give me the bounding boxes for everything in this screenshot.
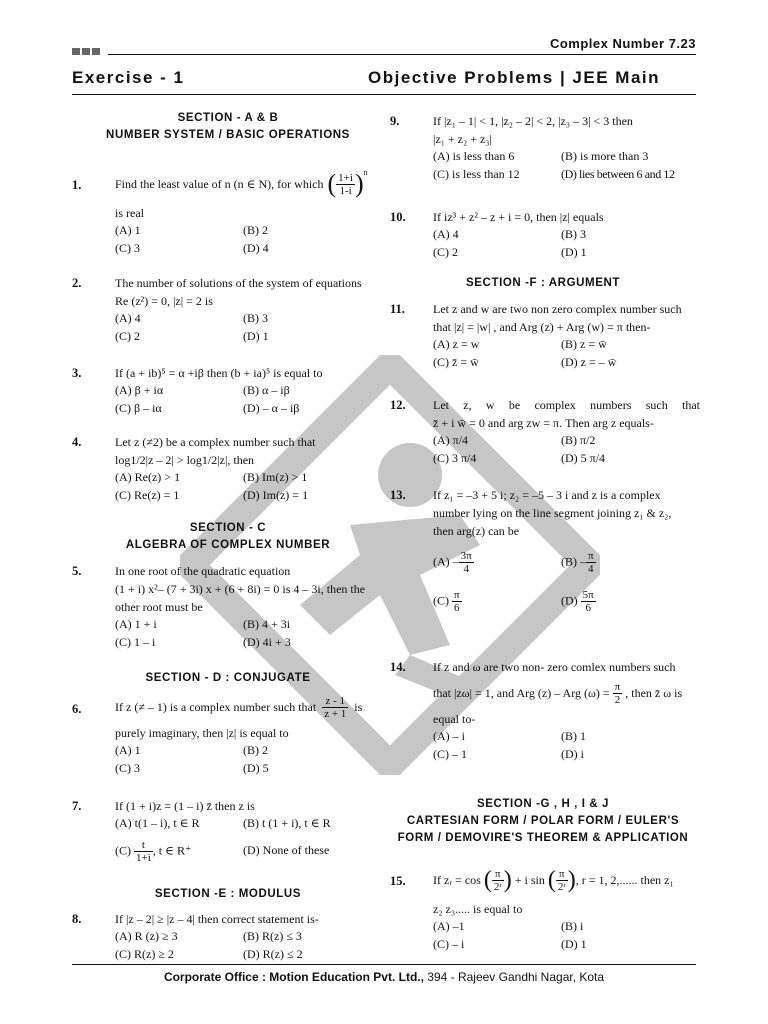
question-13-options: [433, 550, 700, 614]
question-5-line3: other root must be: [115, 600, 203, 614]
question-15-options: [433, 918, 700, 953]
question-10-number: 10.: [390, 210, 406, 224]
option-c: (C) – i: [433, 936, 465, 951]
question-11-options: [433, 336, 700, 371]
option-b: (B) π/2: [561, 433, 596, 447]
option-b: (B) is more than 3: [561, 149, 649, 163]
question-6-is: is: [354, 700, 363, 714]
question-5-line2: (1 + i) x²– (7 + 3i) x + (6 + 8i) = 0 is 4 – 3i, then the: [115, 582, 366, 596]
option-d: (D) 5 π/4: [561, 450, 606, 465]
option-a: (A) –1: [433, 919, 465, 933]
option-b: (B) R(z) ≤ 3: [243, 929, 302, 943]
option-a: (A) is less than 6: [433, 149, 515, 163]
question-9-line2: |z₁ + z₂ + z₃|: [433, 132, 492, 146]
option-d: (D) lies between 6 and 12: [561, 166, 675, 181]
question-9-options: [433, 148, 700, 183]
question-8-line1: If |z – 2| ≥ |z – 4| then correct statement is-: [115, 912, 319, 926]
option-d: (D) R(z) ≤ 2: [243, 946, 303, 961]
section-c-line1: SECTION - C: [189, 522, 267, 534]
question-7: [72, 797, 382, 864]
option-a: (A) π/4: [433, 433, 469, 447]
question-13: [390, 486, 700, 614]
option-d: (D) None of these: [243, 843, 330, 858]
question-2: [72, 274, 382, 345]
option-b: (B) 1: [561, 729, 586, 743]
option-c: (C) 3: [115, 240, 140, 255]
option-d: (D) i: [561, 746, 584, 761]
option-c: (C) $\frac{t}{1+i}$ , t ∈ R⁺: [115, 838, 192, 864]
question-5-line1: In one root of the quadratic equation: [115, 564, 291, 578]
option-d: (D) 5: [243, 760, 269, 775]
option-d: (D) 1: [561, 936, 587, 951]
question-8: [72, 910, 382, 963]
option-a: (A) R (z) ≥ 3: [115, 929, 178, 943]
question-5-options: [115, 616, 387, 651]
question-13-line3: then arg(z) can be: [433, 524, 520, 538]
option-c: (C) Re(z) = 1: [115, 487, 180, 502]
question-11-number: 11.: [390, 302, 405, 316]
option-a: (A) β + iα: [115, 383, 164, 397]
question-12-line1: Let z, w be complex numbers such that: [433, 398, 700, 412]
option-c: (C) 2: [433, 244, 458, 259]
section-gij-line2: CARTESIAN FORM / POLAR FORM / EULER'S: [406, 815, 680, 827]
question-14-line3: equal to-: [433, 712, 476, 726]
question-11-line2: that |z| = |w| , and Arg (z) + Arg (w) = π then-: [433, 320, 651, 334]
footer: [0, 970, 768, 984]
section-ab-line1: SECTION - A & B: [177, 112, 279, 124]
option-a: (A) z = w: [433, 337, 480, 351]
question-14-number: 14.: [390, 660, 406, 674]
question-9: [390, 112, 700, 183]
option-b: (B) Im(z) > 1: [243, 470, 308, 484]
question-10-line1: If iz³ + z² – z + i = 0, then |z| equals: [433, 210, 604, 224]
question-12-options: [433, 432, 700, 467]
question-1-options: [115, 222, 382, 257]
section-e-heading: SECTION -E : MODULUS: [154, 888, 302, 900]
question-5: [72, 562, 387, 651]
footer-address: 394 - Rajeev Gandhi Nagar, Kota: [423, 970, 605, 984]
objective-title: Objective Problems | JEE Main: [368, 68, 661, 87]
question-9-line1: If |z₁ – 1| < 1, |z₂ – 2| < 2, |z₃ – 3| < 3 then: [433, 114, 633, 128]
option-b: (B) 3: [561, 227, 586, 241]
section-c-heading: [72, 520, 384, 554]
section-gij-heading: [390, 796, 696, 847]
question-12-line2: z̄ + i w̄ = 0 and arg zw = π. Then arg z equals-: [433, 416, 654, 430]
option-d: (D) Im(z) = 1: [243, 487, 309, 502]
option-d: (D) – α – iβ: [243, 400, 300, 415]
question-4-number: 4.: [72, 435, 82, 449]
footer-office: Corporate Office : Motion Education Pvt. Ltd.,: [163, 970, 424, 984]
question-1-fraction: $\frac{1+i}{1-i}$: [338, 171, 353, 197]
question-1-number: 1.: [72, 178, 82, 192]
question-6-number: 6.: [72, 702, 82, 716]
option-c: (C) $\frac{\pi}{6}$: [433, 589, 460, 614]
question-2-line2: Re (z²) = 0, |z| = 2 is: [115, 294, 213, 308]
option-a: (A) – i: [433, 729, 465, 743]
option-d: (D) 1: [561, 244, 587, 259]
question-12: [390, 396, 700, 467]
section-ab-heading: [72, 110, 384, 144]
option-c: (C) β – iα: [115, 400, 162, 415]
header-square-2: [82, 48, 90, 55]
question-13-line2: number lying on the line segment joining z₁ & z₂,: [433, 506, 672, 520]
question-1: 1. Find the least value of n (n ∈ N), for which ( $\frac{1+i}{1-i}$ ) $^n$ is real (A) 1 (B) 2 (C) 3 (D) 4: [72, 164, 382, 257]
question-12-number: 12.: [390, 398, 406, 412]
question-9-number: 9.: [390, 114, 400, 128]
option-c: (C) 1 – i: [115, 634, 156, 649]
question-8-number: 8.: [72, 912, 82, 926]
section-c-line2: ALGEBRA OF COMPLEX NUMBER: [125, 539, 331, 551]
question-3-options: [115, 382, 382, 417]
section-f-heading: SECTION -F : ARGUMENT: [466, 277, 620, 289]
question-6-options: [115, 742, 382, 777]
footer-rule: [72, 964, 696, 965]
question-3-number: 3.: [72, 366, 82, 380]
question-7-options-ab: [115, 815, 382, 833]
option-d: (D) 4: [243, 240, 269, 255]
option-b: (B) α – iβ: [243, 383, 290, 397]
question-4-line2: log1/2|z – 2| > log1/2|z|, then: [115, 453, 255, 467]
question-6: [72, 690, 382, 777]
question-10: [390, 208, 700, 261]
question-15-line2: z₂ z₃..... is equal to: [433, 902, 523, 916]
question-14-options: [433, 728, 700, 763]
question-14-line1: If z and ω are two non- zero comlex numbers such: [433, 660, 676, 674]
option-b: (B) 3: [243, 311, 268, 325]
question-7-options-cd: [115, 839, 382, 864]
section-d-heading: SECTION - D : CONJUGATE: [145, 672, 311, 684]
section-gij-line1: SECTION -G , H , I & J: [476, 798, 610, 810]
question-11-line1: Let z and w are two non zero complex number such: [433, 302, 682, 316]
question-7-number: 7.: [72, 799, 82, 813]
question-14: [390, 658, 700, 763]
question-15-line1: If zᵣ = cos ( $\frac{\pi}{\text{2ʳ}}$ ) + i sin ( $\frac{\pi}{\text{2ʳ}}$ ) , r = 1, 2,...... then z₁: [433, 867, 674, 893]
question-1-tail: is real: [115, 206, 144, 220]
question-1-exponent: n: [363, 168, 368, 177]
header-square-3: [92, 48, 100, 55]
option-a: (A) t(1 – i), t ∈ R: [115, 816, 200, 830]
option-b: (B) 2: [243, 743, 268, 757]
option-c: (C) z̄ = w̄: [433, 354, 479, 369]
question-2-line1: The number of solutions of the system of equations: [115, 276, 362, 290]
header-square-1: [72, 48, 80, 55]
section-ab-line2: NUMBER SYSTEM / BASIC OPERATIONS: [106, 129, 350, 141]
option-b: (B) – $\frac{\pi}{4}$: [561, 550, 594, 575]
option-c: (C) R(z) ≥ 2: [115, 946, 174, 961]
option-c: (C) is less than 12: [433, 166, 520, 181]
option-c: (C) 2: [115, 328, 140, 343]
option-b: (B) 2: [243, 223, 268, 237]
exercise-title: Exercise - 1: [72, 68, 185, 87]
question-15: [390, 860, 700, 953]
option-c: (C) – 1: [433, 746, 467, 761]
option-a: (A) 1: [115, 223, 141, 237]
option-c: (C) 3 π/4: [433, 450, 477, 465]
question-5-number: 5.: [72, 564, 82, 578]
question-7-line1: If (1 + i)z = (1 – i) z̄ then z is: [115, 799, 255, 813]
section-gij-line3: FORM / DEMOVIRE'S THEOREM & APPLICATION: [397, 832, 689, 844]
question-2-number: 2.: [72, 276, 82, 290]
option-d: (D) 1: [243, 328, 269, 343]
option-a: (A) – $\frac{3\pi}{4}$: [433, 550, 472, 575]
option-d: (D) $\frac{5\pi}{6}$: [561, 589, 594, 614]
question-3-line1: If (a + ib)⁵ = α +iβ then (b + ia)⁵ is equal to: [115, 366, 323, 380]
question-2-options: [115, 310, 382, 345]
question-13-number: 13.: [390, 488, 406, 502]
page-label: Complex Number 7.23: [549, 36, 696, 51]
question-4-line1: Let z (≠2) be a complex number such that: [115, 435, 316, 449]
header-rule: [108, 54, 696, 55]
question-4-options: [115, 469, 382, 504]
question-10-options: [433, 226, 700, 261]
question-14-line2: that |zω| = 1, and Arg (z) – Arg (ω) = $\frac{\pi}{2}$ , then z̄ ω is: [433, 680, 683, 706]
option-a: (A) 4: [433, 227, 459, 241]
question-3: [72, 364, 382, 417]
option-d: (D) 4i + 3: [243, 634, 291, 649]
option-d: (D) z = – w̄: [561, 354, 617, 369]
question-6-line1: If z (≠ – 1) is a complex number such that: [115, 700, 317, 714]
option-b: (B) i: [561, 919, 584, 933]
option-a: (A) 4: [115, 311, 141, 325]
question-11: [390, 300, 700, 371]
option-a: (A) Re(z) > 1: [115, 470, 181, 484]
question-4: [72, 433, 382, 504]
question-6-fraction: $\frac{z - 1}{z + 1}$: [324, 694, 347, 720]
option-a: (A) 1 + i: [115, 617, 157, 631]
question-13-line1: If z₁ = –3 + 5 i; z₂ = –5 – 3 i and z is a complex: [433, 488, 661, 502]
option-c: (C) 3: [115, 760, 140, 775]
question-15-number: 15.: [390, 874, 406, 888]
question-1-text: Find the least value of n (n ∈ N), for which: [115, 177, 324, 191]
option-a: (A) 1: [115, 743, 141, 757]
option-b: (B) t (1 + i), t ∈ R: [243, 816, 331, 830]
option-b: (B) 4 + 3i: [243, 617, 291, 631]
question-6-line2: purely imaginary, then |z| is equal to: [115, 726, 289, 740]
title-rule: [72, 94, 696, 95]
option-b: (B) z = w̄: [561, 337, 607, 351]
question-8-options: [115, 928, 382, 963]
